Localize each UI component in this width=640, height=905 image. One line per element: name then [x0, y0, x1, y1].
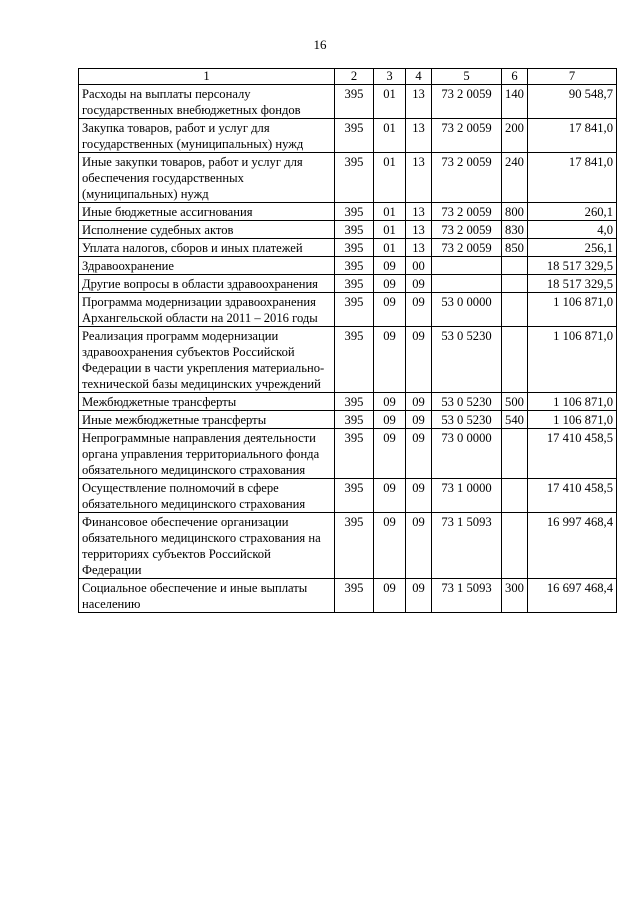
- target-article-cell: 53 0 5230: [432, 411, 502, 429]
- expense-type-cell: 300: [502, 579, 528, 613]
- target-article-cell: 73 1 5093: [432, 513, 502, 579]
- admin-code-cell: 395: [335, 239, 374, 257]
- section-code-cell: 09: [374, 429, 406, 479]
- admin-code-cell: 395: [335, 153, 374, 203]
- subsection-code-cell: 09: [406, 429, 432, 479]
- table-row: [79, 579, 617, 613]
- section-code-cell: 09: [374, 275, 406, 293]
- expense-type-cell: [502, 429, 528, 479]
- amount-cell: 18 517 329,5: [528, 275, 617, 293]
- amount-cell: 17 410 458,5: [528, 479, 617, 513]
- expense-name-cell: Закупка товаров, работ и услуг для государственных (муниципальных) нужд: [79, 119, 335, 153]
- admin-code-cell: 395: [335, 327, 374, 393]
- expense-name-cell: Уплата налогов, сборов и иных платежей: [79, 239, 335, 257]
- expense-name-cell: Межбюджетные трансферты: [79, 393, 335, 411]
- admin-code-cell: 395: [335, 429, 374, 479]
- table-row: [79, 203, 617, 221]
- column-header: 2: [335, 69, 374, 85]
- target-article-cell: 73 2 0059: [432, 153, 502, 203]
- expense-type-cell: [502, 327, 528, 393]
- expense-name-cell: Программа модернизации здравоохранения Архангельской области на 2011 – 2016 годы: [79, 293, 335, 327]
- table-row: [79, 257, 617, 275]
- subsection-code-cell: 09: [406, 513, 432, 579]
- table-row: [79, 293, 617, 327]
- column-header: 3: [374, 69, 406, 85]
- table-row: [79, 327, 617, 393]
- expense-type-cell: 200: [502, 119, 528, 153]
- admin-code-cell: 395: [335, 513, 374, 579]
- target-article-cell: [432, 275, 502, 293]
- section-code-cell: 09: [374, 513, 406, 579]
- section-code-cell: 01: [374, 239, 406, 257]
- target-article-cell: [432, 257, 502, 275]
- expense-name-cell: Осуществление полномочий в сфере обязательного медицинского страхования: [79, 479, 335, 513]
- section-code-cell: 01: [374, 153, 406, 203]
- admin-code-cell: 395: [335, 85, 374, 119]
- subsection-code-cell: 09: [406, 293, 432, 327]
- amount-cell: 4,0: [528, 221, 617, 239]
- expense-type-cell: 500: [502, 393, 528, 411]
- section-code-cell: 01: [374, 85, 406, 119]
- table-row: [79, 153, 617, 203]
- expense-name-cell: Непрограммные направления деятельности органа управления территориального фонда обязательного медицинского страхования: [79, 429, 335, 479]
- admin-code-cell: 395: [335, 275, 374, 293]
- amount-cell: 1 106 871,0: [528, 293, 617, 327]
- amount-cell: 17 410 458,5: [528, 429, 617, 479]
- header-row: [79, 69, 617, 85]
- expense-type-cell: [502, 479, 528, 513]
- admin-code-cell: 395: [335, 119, 374, 153]
- table-row: [79, 411, 617, 429]
- subsection-code-cell: 13: [406, 203, 432, 221]
- target-article-cell: 73 2 0059: [432, 119, 502, 153]
- admin-code-cell: 395: [335, 411, 374, 429]
- admin-code-cell: 395: [335, 579, 374, 613]
- expense-type-cell: 800: [502, 203, 528, 221]
- column-header: 4: [406, 69, 432, 85]
- subsection-code-cell: 13: [406, 85, 432, 119]
- target-article-cell: 53 0 0000: [432, 293, 502, 327]
- target-article-cell: 73 1 0000: [432, 479, 502, 513]
- expense-name-cell: Финансовое обеспечение организации обязательного медицинского страхования на территориях субъектов Российской Федерации: [79, 513, 335, 579]
- table-row: [79, 429, 617, 479]
- expense-type-cell: 240: [502, 153, 528, 203]
- amount-cell: 17 841,0: [528, 119, 617, 153]
- target-article-cell: 73 0 0000: [432, 429, 502, 479]
- expense-type-cell: [502, 257, 528, 275]
- section-code-cell: 09: [374, 393, 406, 411]
- section-code-cell: 09: [374, 411, 406, 429]
- column-header: 6: [502, 69, 528, 85]
- expense-name-cell: Здравоохранение: [79, 257, 335, 275]
- amount-cell: 16 997 468,4: [528, 513, 617, 579]
- expense-type-cell: [502, 513, 528, 579]
- subsection-code-cell: 09: [406, 479, 432, 513]
- table-row: [79, 479, 617, 513]
- expense-type-cell: 540: [502, 411, 528, 429]
- table-row: [79, 393, 617, 411]
- subsection-code-cell: 13: [406, 153, 432, 203]
- expense-name-cell: Иные межбюджетные трансферты: [79, 411, 335, 429]
- table-row: [79, 119, 617, 153]
- amount-cell: 90 548,7: [528, 85, 617, 119]
- target-article-cell: 73 2 0059: [432, 221, 502, 239]
- admin-code-cell: 395: [335, 257, 374, 275]
- subsection-code-cell: 09: [406, 327, 432, 393]
- admin-code-cell: 395: [335, 203, 374, 221]
- amount-cell: 16 697 468,4: [528, 579, 617, 613]
- section-code-cell: 09: [374, 479, 406, 513]
- admin-code-cell: 395: [335, 221, 374, 239]
- expense-type-cell: 850: [502, 239, 528, 257]
- admin-code-cell: 395: [335, 393, 374, 411]
- expense-name-cell: Другие вопросы в области здравоохранения: [79, 275, 335, 293]
- amount-cell: 1 106 871,0: [528, 411, 617, 429]
- table-row: [79, 85, 617, 119]
- expense-type-cell: [502, 275, 528, 293]
- section-code-cell: 09: [374, 257, 406, 275]
- subsection-code-cell: 09: [406, 275, 432, 293]
- expense-type-cell: 830: [502, 221, 528, 239]
- table-row: [79, 513, 617, 579]
- table-row: [79, 239, 617, 257]
- expense-type-cell: [502, 293, 528, 327]
- subsection-code-cell: 13: [406, 119, 432, 153]
- subsection-code-cell: 09: [406, 411, 432, 429]
- admin-code-cell: 395: [335, 479, 374, 513]
- amount-cell: 1 106 871,0: [528, 327, 617, 393]
- target-article-cell: 73 2 0059: [432, 239, 502, 257]
- expense-name-cell: Иные закупки товаров, работ и услуг для обеспечения государственных (муниципальных) нужд: [79, 153, 335, 203]
- amount-cell: 256,1: [528, 239, 617, 257]
- expense-name-cell: Иные бюджетные ассигнования: [79, 203, 335, 221]
- amount-cell: 18 517 329,5: [528, 257, 617, 275]
- expense-name-cell: Исполнение судебных актов: [79, 221, 335, 239]
- subsection-code-cell: 13: [406, 239, 432, 257]
- subsection-code-cell: 09: [406, 393, 432, 411]
- column-header: 5: [432, 69, 502, 85]
- subsection-code-cell: 09: [406, 579, 432, 613]
- target-article-cell: 73 2 0059: [432, 203, 502, 221]
- expense-type-cell: 140: [502, 85, 528, 119]
- section-code-cell: 01: [374, 119, 406, 153]
- section-code-cell: 09: [374, 293, 406, 327]
- column-header: 7: [528, 69, 617, 85]
- subsection-code-cell: 00: [406, 257, 432, 275]
- subsection-code-cell: 13: [406, 221, 432, 239]
- table-row: [79, 275, 617, 293]
- target-article-cell: 73 1 5093: [432, 579, 502, 613]
- section-code-cell: 01: [374, 203, 406, 221]
- section-code-cell: 01: [374, 221, 406, 239]
- amount-cell: 260,1: [528, 203, 617, 221]
- expense-name-cell: Расходы на выплаты персоналу государственных внебюджетных фондов: [79, 85, 335, 119]
- target-article-cell: 73 2 0059: [432, 85, 502, 119]
- target-article-cell: 53 0 5230: [432, 393, 502, 411]
- amount-cell: 1 106 871,0: [528, 393, 617, 411]
- section-code-cell: 09: [374, 327, 406, 393]
- target-article-cell: 53 0 5230: [432, 327, 502, 393]
- admin-code-cell: 395: [335, 293, 374, 327]
- budget-table: [78, 68, 617, 613]
- expense-name-cell: Социальное обеспечение и иные выплаты населению: [79, 579, 335, 613]
- expense-name-cell: Реализация программ модернизации здравоохранения субъектов Российской Федерации в части укрепления материально-технической базы медицинских учреждений: [79, 327, 335, 393]
- section-code-cell: 09: [374, 579, 406, 613]
- column-header: 1: [79, 69, 335, 85]
- table-row: [79, 221, 617, 239]
- amount-cell: 17 841,0: [528, 153, 617, 203]
- page-number: 16: [313, 37, 327, 52]
